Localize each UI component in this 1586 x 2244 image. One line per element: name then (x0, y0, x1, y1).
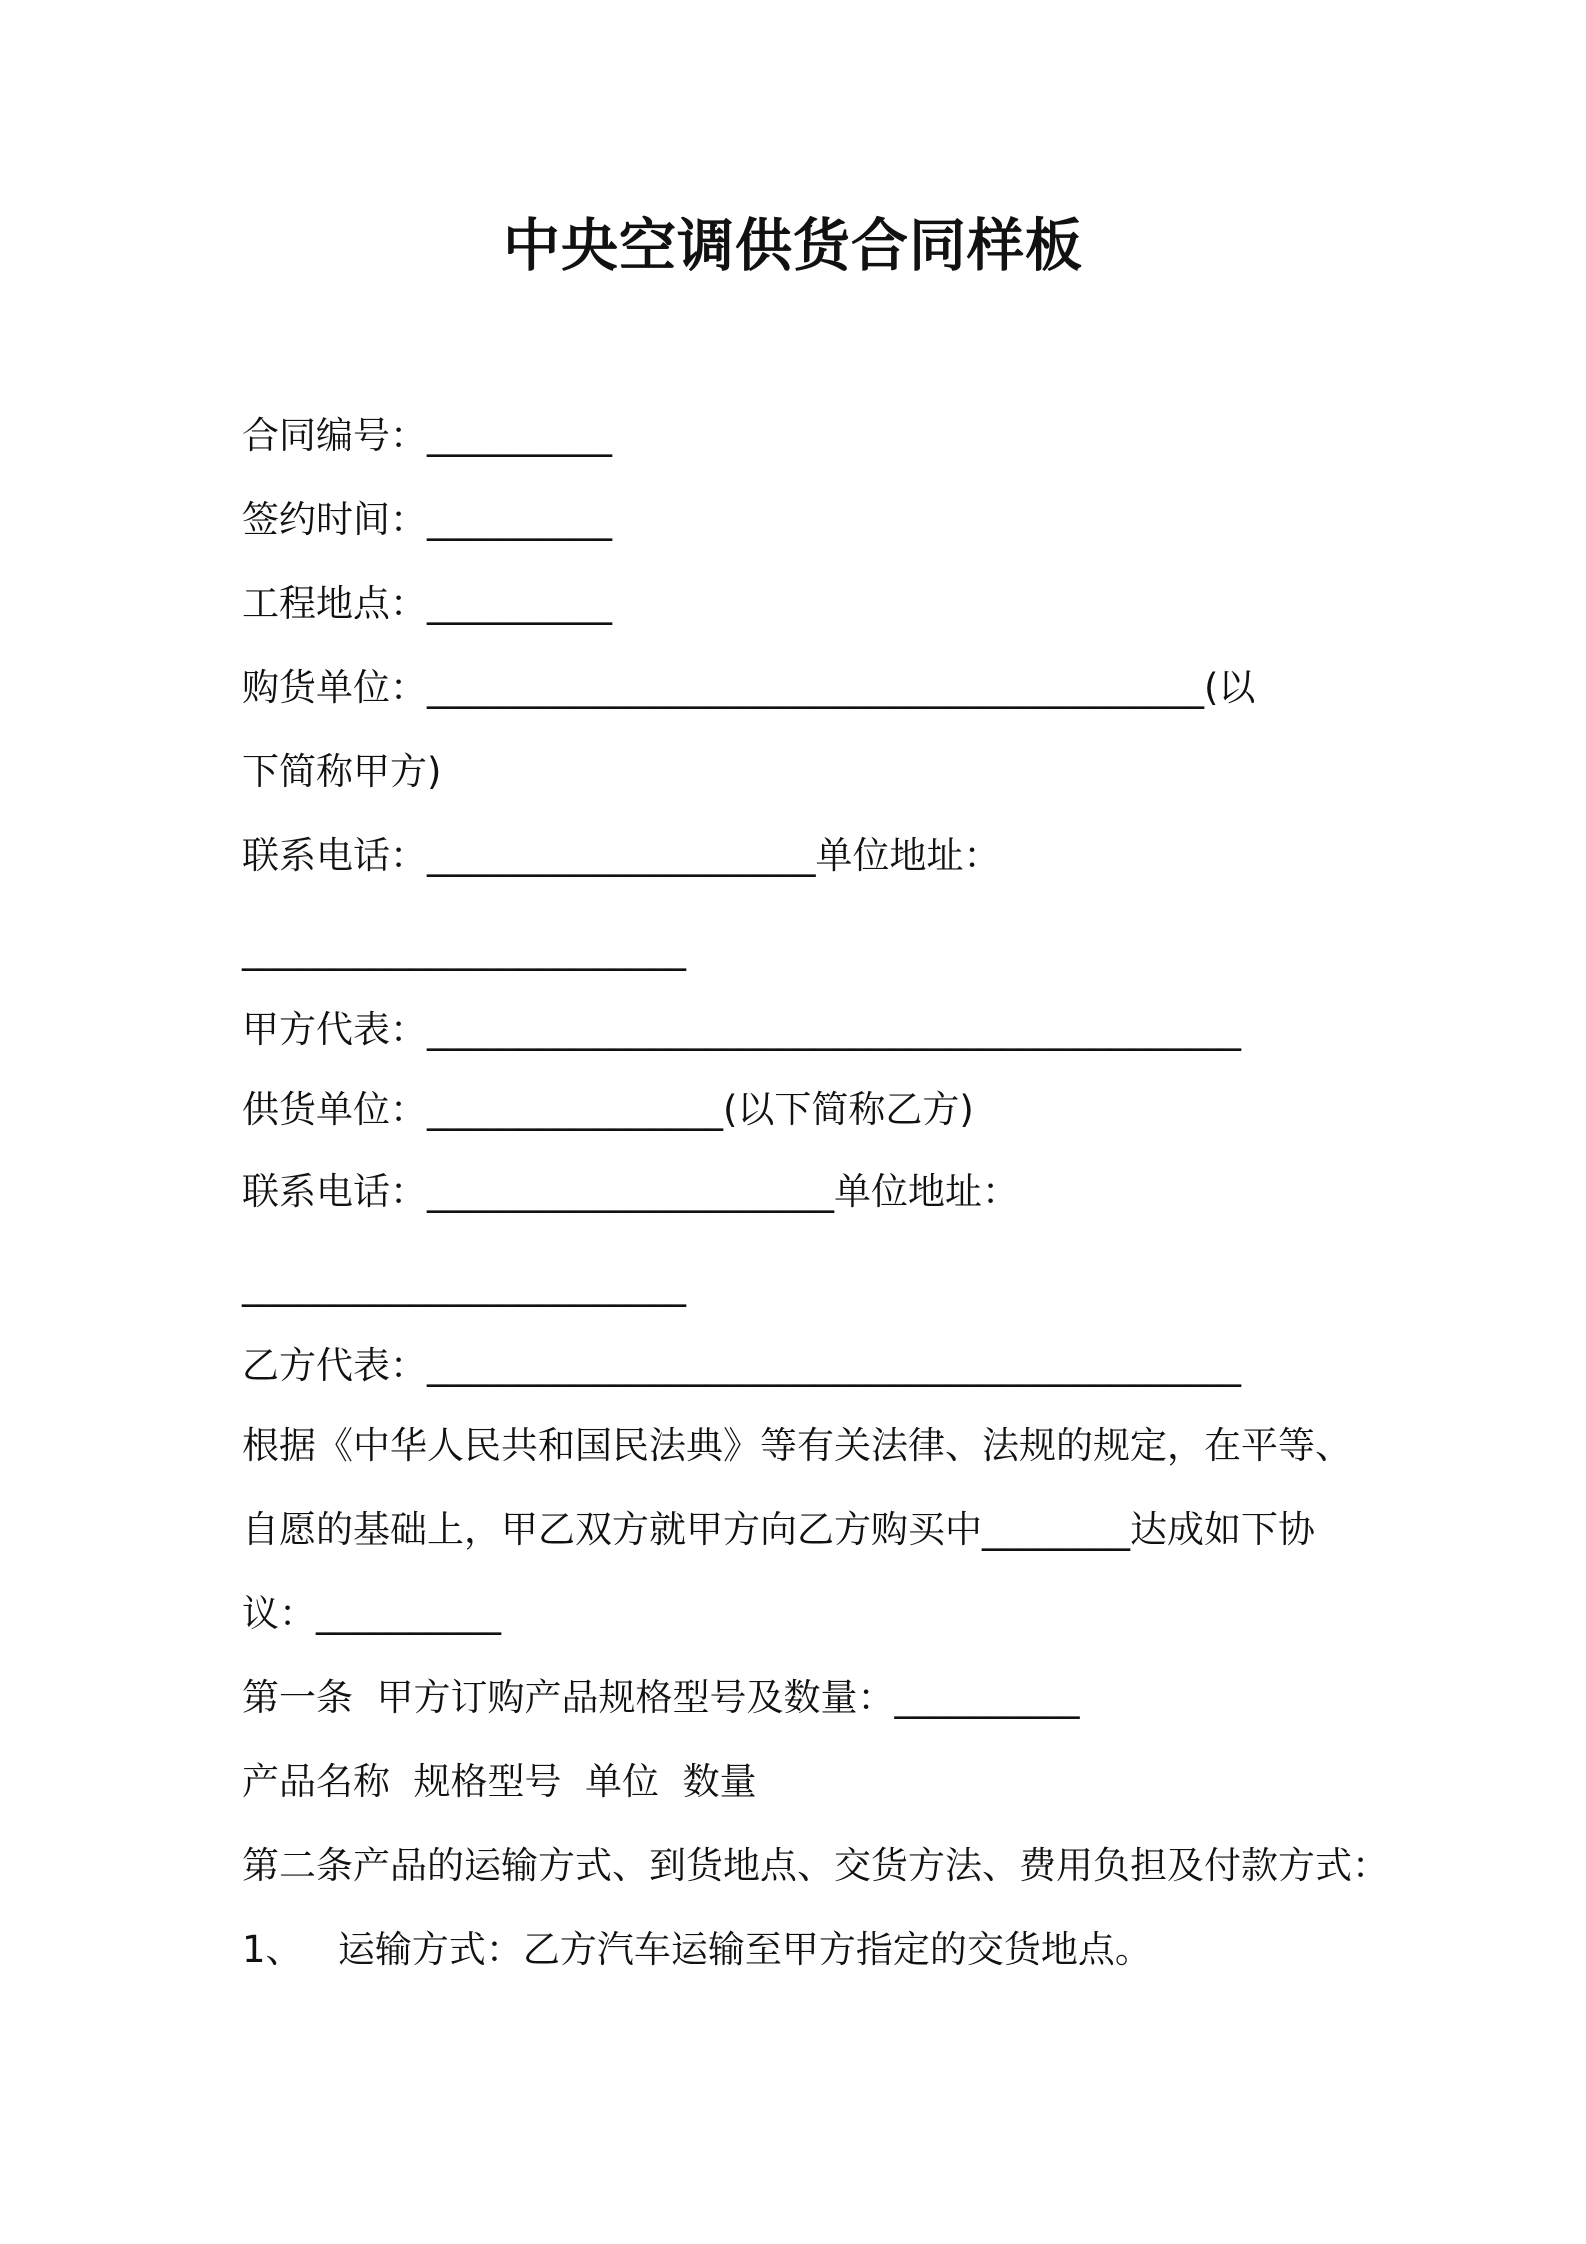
purchaser-abbrev-line: 下简称甲方) (242, 750, 442, 793)
party-b-representative-line: 乙方代表：____________________________________________ (242, 1344, 1241, 1387)
document-title: 中央空调供货合同样板 (503, 213, 1083, 279)
contract-number-line: 合同编号：__________ (242, 414, 612, 457)
preamble-line-3: 议：__________ (242, 1592, 501, 1635)
party-b-address-blank-line: ________________________ (242, 1264, 686, 1307)
party-a-address-blank-line: ________________________ (242, 928, 686, 971)
preamble-line-1: 根据《中华人民共和国民法典》等有关法律、法规的规定，在平等、 (242, 1424, 1352, 1467)
party-b-phone-address-line: 联系电话：______________________单位地址： (242, 1170, 1019, 1213)
purchaser-line: 购货单位：__________________________________________(以 (242, 666, 1256, 709)
signing-time-line: 签约时间：__________ (242, 498, 612, 541)
project-location-line: 工程地点：__________ (242, 582, 612, 625)
transport-method-line: 1、 运输方式：乙方汽车运输至甲方指定的交货地点。 (242, 1928, 1152, 1971)
party-a-representative-line: 甲方代表：____________________________________________ (242, 1008, 1241, 1051)
article-one-line: 第一条 甲方订购产品规格型号及数量：__________ (242, 1676, 1080, 1719)
party-a-phone-address-line: 联系电话：_____________________单位地址： (242, 834, 1001, 877)
supplier-line: 供货单位：________________(以下简称乙方) (242, 1088, 974, 1131)
preamble-line-2: 自愿的基础上，甲乙双方就甲方向乙方购买中________达成如下协 (242, 1508, 1315, 1551)
product-table-header-line: 产品名称 规格型号 单位 数量 (242, 1760, 757, 1803)
article-two-line: 第二条产品的运输方式、到货地点、交货方法、费用负担及付款方式： (242, 1844, 1389, 1887)
